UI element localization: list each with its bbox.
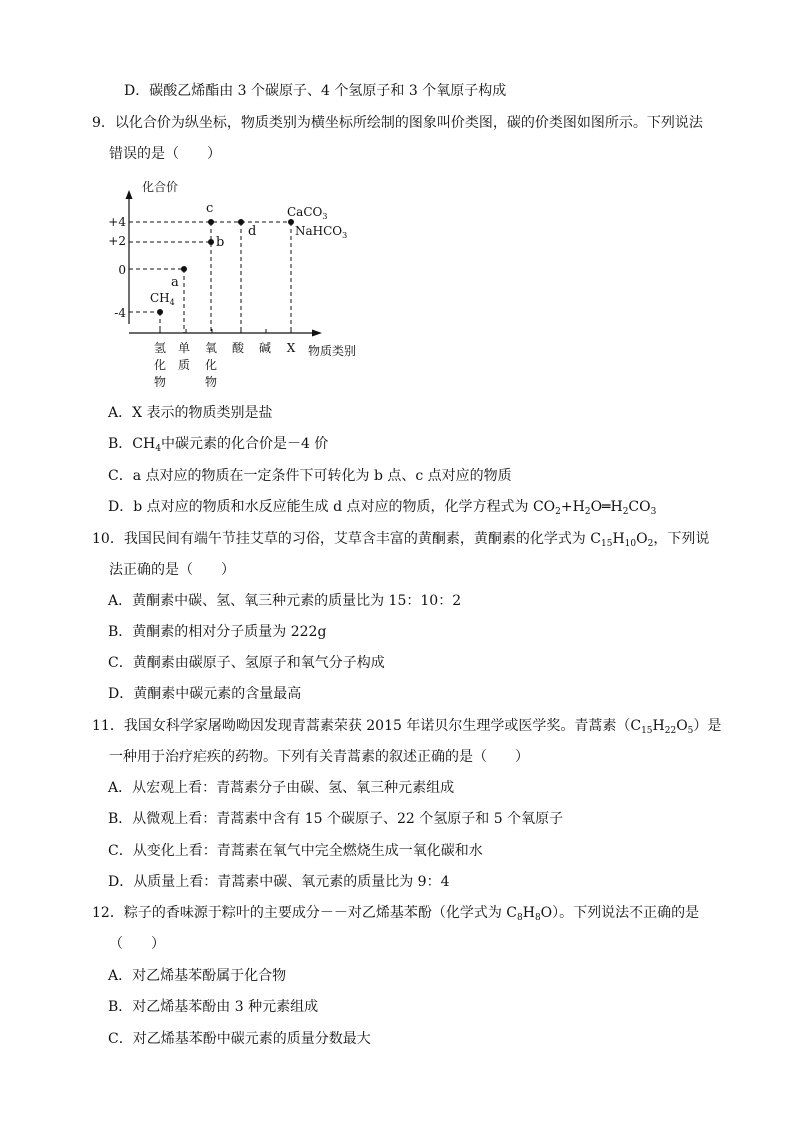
q9-stem-line2: 错误的是（ ） xyxy=(109,146,221,162)
y-tick-label: +2 xyxy=(108,234,126,248)
q11-option-a: A．从宏观上看：青蒿素分子由碳、氢、氧三种元素组成 xyxy=(108,780,455,796)
point-label-nahco3: NaHCO$_3$ xyxy=(295,224,348,240)
category-label-base: 碱 xyxy=(258,341,272,355)
q11-stem-line1: 11．我国女科学家屠呦呦因发现青蒿素荣获 2015 年诺贝尔生理学或医学奖。青蒿素$(C_{15}H_{22}O_5)$是 xyxy=(92,718,722,736)
q9-option-d: D．b 点对应的物质和水反应能生成 d 点对应的物质，化学方程式为 $CO_2+H_2O═H_2CO_3$ xyxy=(108,499,657,517)
point-label-a: a xyxy=(171,275,179,290)
category-label-hydride: 氢化物 xyxy=(153,341,167,389)
category-label-oxide: 氧化物 xyxy=(204,341,218,389)
point-c xyxy=(208,219,214,225)
q10-option-d: D．黄酮素中碳元素的含量最高 xyxy=(108,686,302,702)
valence-category-chart xyxy=(108,172,370,392)
q12-stem-line1: 12．粽子的香味源于粽叶的主要成分－－对乙烯基苯酚（化学式为 $C_8H_8O$）。下列说法不正确的是 xyxy=(92,905,700,923)
q12-option-c: C．对乙烯基苯酚中碳元素的质量分数最大 xyxy=(108,1031,371,1047)
q11-option-d: D．从质量上看：青蒿素中碳、氧元素的质量比为 9：4 xyxy=(108,874,450,890)
q10-option-b: B．黄酮素的相对分子质量为 222g xyxy=(108,624,327,640)
q12-option-b: B．对乙烯基苯酚由 3 种元素组成 xyxy=(108,999,319,1015)
category-label-x: X xyxy=(286,341,296,355)
q9-option-c: C．a 点对应的物质在一定条件下可转化为 b 点、c 点对应的物质 xyxy=(108,468,512,484)
point-ch4 xyxy=(157,309,163,315)
point-label-b: b xyxy=(216,235,225,250)
point-d xyxy=(238,219,244,225)
point-label-c: c xyxy=(206,201,214,216)
y-tick-label: +4 xyxy=(108,215,126,229)
q12-option-a: A．对乙烯基苯酚属于化合物 xyxy=(108,968,287,984)
category-label-element: 单质 xyxy=(177,341,191,372)
point-b xyxy=(208,239,214,245)
y-tick-label: -4 xyxy=(114,306,126,320)
q11-option-b: B．从微观上看：青蒿素中含有 15 个碳原子、22 个氢原子和 5 个氧原子 xyxy=(108,811,564,827)
x-axis-arrow xyxy=(312,330,322,337)
x-axis-label: 物质类别 xyxy=(308,344,357,358)
q12-stem-line2: （ ） xyxy=(109,936,165,952)
y-tick-label: 0 xyxy=(118,263,126,277)
q9-option-a: A．X 表示的物质类别是盐 xyxy=(108,405,273,421)
q10-stem-line2: 法正确的是（ ） xyxy=(109,562,235,578)
y-axis-arrow xyxy=(126,190,133,199)
category-label-acid: 酸 xyxy=(231,341,245,355)
q8-option-d: D．碳酸乙烯酯由 3 个碳原子、4 个氢原子和 3 个氧原子构成 xyxy=(124,83,507,99)
point-label-caco3: CaCO$_3$ xyxy=(287,205,328,221)
point-label-ch4: $CH_4$ xyxy=(150,291,175,307)
q11-option-c: C．从变化上看：青蒿素在氧气中完全燃烧生成一氧化碳和水 xyxy=(108,843,483,859)
q10-option-c: C．黄酮素由碳原子、氢原子和氧气分子构成 xyxy=(108,655,385,671)
q11-stem-line2: 一种用于治疗疟疾的药物。下列有关青蒿素的叙述正确的是（ ） xyxy=(109,749,529,765)
q9-stem-line1: 9．以化合价为纵坐标，物质类别为横坐标所绘制的图象叫价类图，碳的价类图如图所示。下列说法 xyxy=(92,115,703,131)
y-axis-label: 化合价 xyxy=(142,180,179,194)
point-a xyxy=(181,266,187,272)
point-x xyxy=(288,219,294,225)
point-label-d: d xyxy=(248,224,257,239)
q9-option-b: B．$CH_4$中碳元素的化合价是－4 价 xyxy=(108,436,329,454)
q10-option-a: A．黄酮素中碳、氢、氧三种元素的质量比为 15：10：2 xyxy=(108,593,462,609)
q10-stem-line1: 10．我国民间有端午节挂艾草的习俗，艾草含丰富的黄酮素，黄酮素的化学式为 $C_{15}H_{10}O_2$，下列说 xyxy=(92,531,710,549)
